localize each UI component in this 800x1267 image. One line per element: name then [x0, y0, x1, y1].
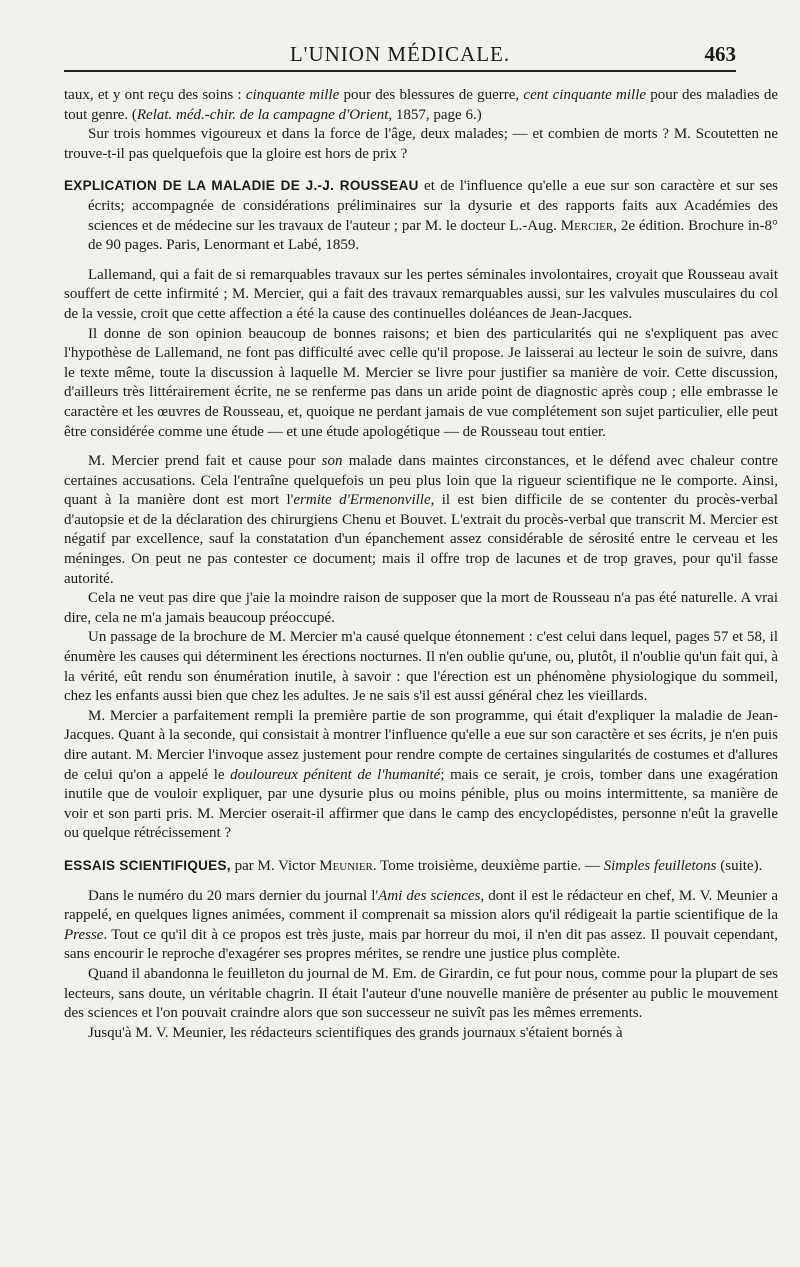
- text-run: et de l'influence qu'elle a eue sur son caractère et sur ses écrits; accompagnée de considérations préliminaires sur la dysurie et des rapports faits aux Académies des sciences et de médecine sur les travaux de l'auteur ; par M. le docteur L.-Aug.: [88, 178, 778, 234]
- text-run: , il est bien difficile de se contenter du procès-verbal d'autopsie et de la déclaration des chirurgiens Chenu et Bouvet. L'extrait du procès-verbal que transcrit M. Mercier est négatif par excellence, sauf la constatation d'un épanchement assez considérable de sérosité entre le cerveau et les méninges. On peut ne pas contester ce document; mais il offre trop de lacunes et de trop graves, pour qu'il fasse autorité.: [64, 492, 778, 587]
- text-run: ; mais ce serait, je crois, tomber dans une exagération inutile que de vouloir expliquer, par une dysurie plus ou moins pénible, plus ou moins intermittente, sa manière de voir et son parti pris. M. Mercier oserait-il affirmer que dans le camp des encyclopédistes, personne n'eût la gravelle ou quelque rétrécissement ?: [64, 766, 778, 842]
- text-run: taux, et y ont reçu des soins :: [64, 87, 246, 103]
- paragraph: [64, 707, 778, 844]
- article-body: [64, 86, 778, 1043]
- text-run: pour des blessures de guerre,: [339, 87, 524, 103]
- text-run: , 1857, page 6.): [388, 106, 482, 123]
- review-title: EXPLICATION DE LA MALADIE DE J.-J. ROUSSEAU: [64, 178, 419, 194]
- text-run: par M. Victor: [230, 857, 320, 874]
- paragraph: Cela ne veut pas dire que j'aie la moindre raison de supposer que la mort de Rousseau n'a pas été naturelle. A vrai dire, cela ne m'a jamais beaucoup préoccupé.: [64, 590, 778, 626]
- text-run: M. Mercier prend fait et cause pour: [88, 453, 322, 470]
- text-run: (suite).: [716, 857, 763, 874]
- italic-run: Ami des sciences: [378, 887, 481, 904]
- paragraph: Il donne de son opinion beaucoup de bonnes raisons; et bien des particularités qui ne s'expliquent pas avec l'hypothèse de Lallemand, ne font pas difficulté avec celle qu'il propose. Je laisserai au lecteur le soin de suivre, dans le texte même, toute la discussion à laquelle M. Mercier se livre pour justifier sa manière de voir. Cette discussion, d'ailleurs très littérairement écrite, ne se renferme pas dans un aride point de diagnostic après coup ; elle embrasse le caractère et les œuvres de Rousseau, et, quoique ne perdant jamais de vue complétement son sujet particulier, elle peut être considérée comme une étude — et une étude apologétique — de Rousseau tout entier.: [64, 325, 778, 440]
- text-run: Dans le numéro du 20 mars dernier du journal l': [88, 887, 379, 904]
- text-run: malade dans maintes circonstances, et le défend avec chaleur contre certaines accusations. Cela l'entraîne quelquefois un peu plus loin que la rigueur scientifique ne le comporte. Ainsi, quant à la manière dont est mort l': [64, 453, 778, 509]
- italic-run: cinquante mille: [245, 87, 340, 103]
- page-number: 463: [704, 42, 736, 66]
- continuation-paragraph: [64, 86, 778, 125]
- author-name: Mercier: [560, 217, 614, 234]
- italic-run: cent cinquante mille: [523, 87, 647, 103]
- review-entry-meunier: [64, 856, 778, 877]
- running-header: [64, 40, 736, 72]
- paragraph: Un passage de la brochure de M. Mercier m'a causé quelque étonnement : c'est celui dans lequel, pages 57 et 58, il énumère les causes qui déterminent les érections nocturnes. Il n'en oublie qu'une, ou, plutôt, il n'oublie qu'un fait qui, à la vérité, eût rendu son énumération inutile, à savoir : que l'érection est un phénomène physiologique du sommeil, chez les enfants aussi bien que chez les adultes. Je ne sais s'il est aussi général chez les vieillards.: [64, 629, 778, 705]
- paragraph: Sur trois hommes vigoureux et dans la force de l'âge, deux malades; — et combien de morts ? M. Scoutetten ne trouve-t-il pas quelquefois que la gloire est hors de prix ?: [64, 126, 778, 162]
- paragraph: Lallemand, qui a fait de si remarquables travaux sur les pertes séminales involontaires, croyait que Rousseau avait souffert de cette infirmité ; M. Mercier, qui a fait des travaux remarquables aussi, sur les valvules musculaires du col de la vessie, croit que cette affection a été la cause des continuelles doléances de Jean-Jacques.: [64, 266, 778, 322]
- italic-run: Relat. méd.-chir. de la campagne d'Orient: [136, 106, 389, 123]
- text-run: , 2e édition. Brochure in-8° de 90 pages. Paris, Lenormant et Labé, 1859.: [88, 217, 778, 254]
- paragraph: Jusqu'à M. V. Meunier, les rédacteurs scientifiques des grands journaux s'étaient bornés à: [88, 1024, 623, 1041]
- paragraph: [64, 452, 778, 589]
- text-run: , dont il est le rédacteur en chef, M. V. Meunier a rappelé, en quelques lignes animées, comment il comprenait sa mission alors qu'il rédigeait la partie scientifique de la: [64, 887, 779, 924]
- italic-run: Presse: [64, 926, 104, 943]
- review-title: ESSAIS SCIENTIFIQUES,: [64, 857, 231, 873]
- journal-title: L'UNION MÉDICALE.: [289, 42, 511, 66]
- paragraph: [64, 887, 778, 965]
- italic-run: ermite d'Ermenonville: [293, 492, 431, 509]
- text-run: . Tout ce qu'il dit à ce propos est très juste, mais par horreur du moi, il n'en dit pas assez. Il pouvait cependant, sans encourir le reproche d'exagérer ses propres mérites, se rendre une justice plus complète.: [64, 926, 778, 963]
- italic-run: douloureux pénitent de l'humanité: [230, 766, 441, 783]
- text-run: pour des maladies de tout genre. (: [64, 87, 778, 123]
- author-name: Meunier: [319, 857, 373, 874]
- paragraph: Quand il abandonna le feuilleton du journal de M. Em. de Girardin, ce fut pour nous, comme pour la plupart de ses lecteurs, sans doute, un véritable chagrin. Il était l'auteur d'une nouvelle manière de présenter au public le mouvement des sciences et l'on pouvait craindre alors que son successeur ne suivît pas les mêmes errements.: [64, 965, 778, 1022]
- italic-run: son: [321, 453, 343, 470]
- review-entry-rousseau: [64, 176, 778, 255]
- italic-run: Simples feuilletons: [603, 857, 717, 874]
- text-run: . Tome troisième, deuxième partie. —: [372, 857, 604, 874]
- text-run: M. Mercier a parfaitement rempli la première partie de son programme, qui était d'expliquer la maladie de Jean-Jacques. Quant à la seconde, qui consistait à montrer l'influence qu'elle a eue sur son caractère et ses écrits, je n'en puis dire autant. M. Mercier l'invoque assez justement pour rendre compte de certaines singularités de costumes et d'allures de celui qu'on a appelé le: [64, 707, 778, 783]
